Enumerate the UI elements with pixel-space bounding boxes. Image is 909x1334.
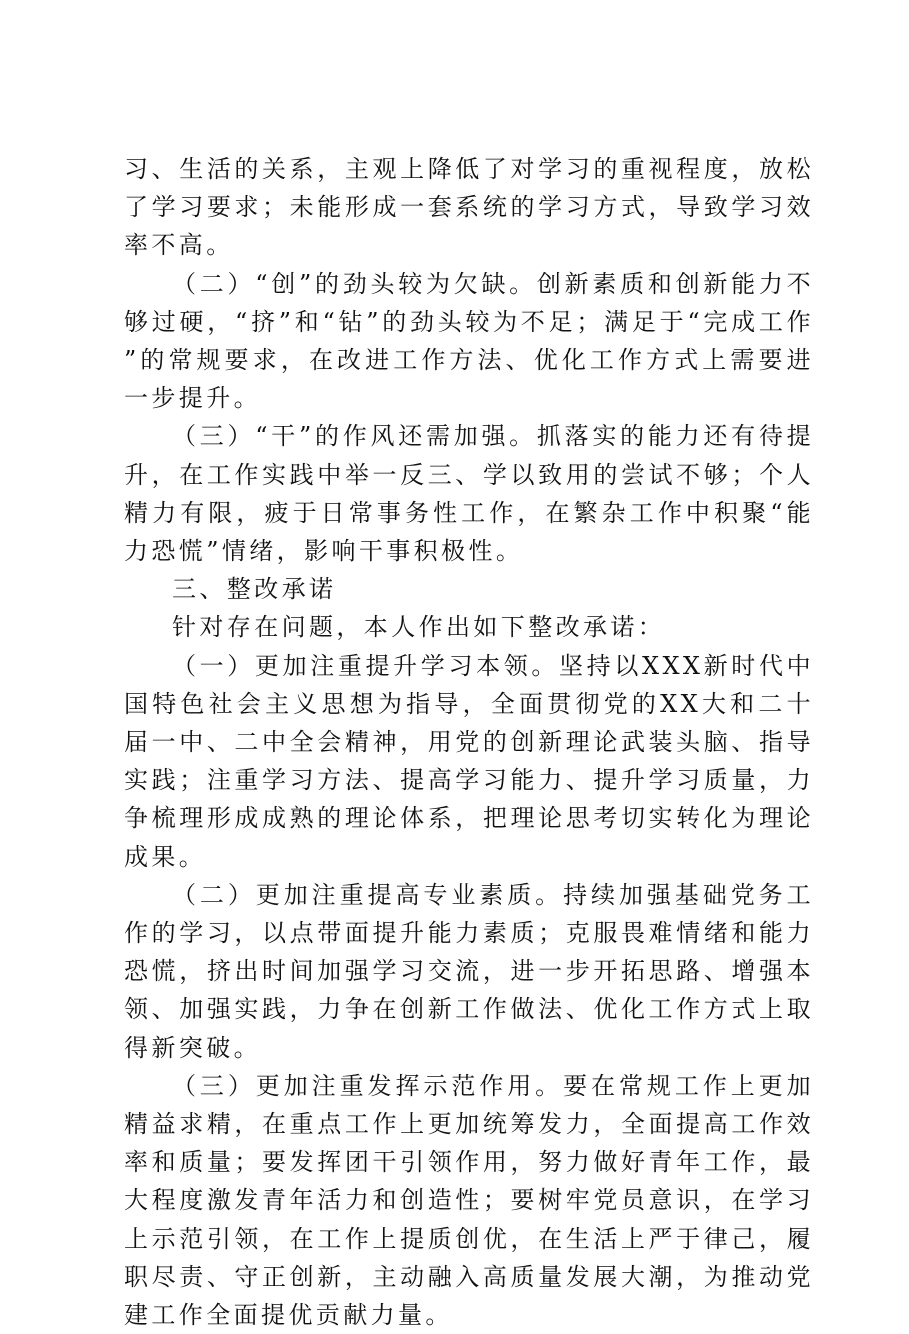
paragraph-gan-shortcoming: （三）“干”的作风还需加强。抓落实的能力还有待提升，在工作实践中举一反三、学以致用的尝试不够；个人精力有限，疲于日常事务性工作，在繁杂工作中积聚“能力恐慌”情绪，影响干事积极性。 [124,422,814,566]
paragraph-commitment-study: （一）更加注重提升学习本领。坚持以XXX新时代中国特色社会主义思想为指导，全面贯彻党的XX大和二十届一中、二中全会精神，用党的创新理论武装头脑、指导实践；注重学习方法、提高学习能力、提升学习质量，力争梳理形成成熟的理论体系，把理论思考切实转化为理论成果。 [124,651,814,871]
section-heading-rectification: 三、整改承诺 [172,575,337,604]
paragraph-chuang-shortcoming: （二）“创”的劲头较为欠缺。创新素质和创新能力不够过硬，“挤”和“钻”的劲头较为不足；满足于“完成工作”的常规要求，在改进工作方法、优化工作方式上需要进一步提升。 [124,269,814,413]
paragraph-rectification-intro: 针对存在问题，本人作出如下整改承诺： [172,613,666,642]
paragraph-commitment-example: （三）更加注重发挥示范作用。要在常规工作上更加精益求精，在重点工作上更加统筹发力，全面提高工作效率和质量；要发挥团干引领作用，努力做好青年工作，最大程度激发青年活力和创造性；要树牢党员意识，在学习上示范引领，在工作上提质创优，在生活上严于律己，履职尽责、守正创新，主动融入高质量发展大潮，为推动党建工作全面提优贡献力量。 [124,1071,814,1330]
document-body [124,150,814,1334]
paragraph-continuation: 习、生活的关系，主观上降低了对学习的重视程度，放松了学习要求；未能形成一套系统的学习方式，导致学习效率不高。 [124,155,814,260]
paragraph-commitment-quality: （二）更加注重提高专业素质。持续加强基础党务工作的学习，以点带面提升能力素质；克服畏难情绪和能力恐慌，挤出时间加强学习交流，进一步开拓思路、增强本领、加强实践，力争在创新工作做法、优化工作方式上取得新突破。 [124,880,814,1062]
